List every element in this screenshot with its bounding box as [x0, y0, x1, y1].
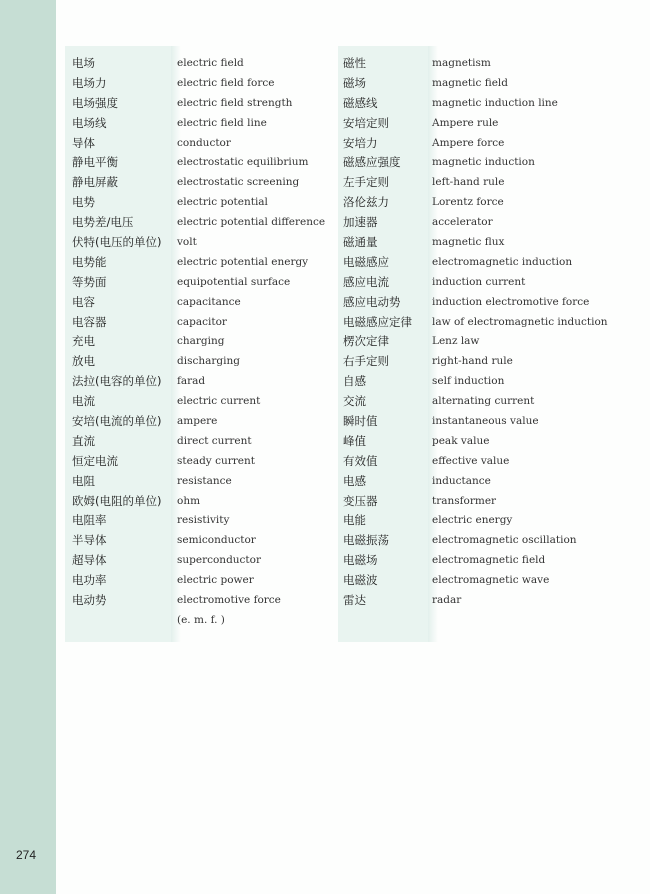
term-chinese: 充电 — [72, 334, 95, 349]
term-english: capacitor — [177, 315, 227, 328]
term-chinese: 电磁感应定律 — [343, 314, 412, 329]
term-english: radar — [432, 594, 462, 607]
term-english: Ampere force — [432, 136, 505, 149]
term-chinese: 磁通量 — [343, 235, 378, 250]
term-chinese: 电场强度 — [72, 95, 118, 110]
term-english: electromagnetic oscillation — [432, 534, 577, 547]
term-chinese: 等势面 — [72, 274, 107, 289]
term-chinese: 电功率 — [72, 573, 107, 588]
term-chinese: 电磁波 — [343, 573, 378, 588]
term-english: conductor — [177, 136, 231, 149]
term-english: effective value — [432, 454, 510, 467]
term-chinese: 磁性 — [343, 56, 366, 70]
term-chinese: 电容器 — [72, 314, 107, 329]
term-english: instantaneous value — [432, 415, 539, 428]
term-english: discharging — [177, 355, 240, 368]
term-chinese: 电磁场 — [343, 553, 378, 568]
term-english: steady current — [177, 454, 255, 467]
term-chinese: 电势差/电压 — [72, 215, 134, 230]
term-english: electric field line — [177, 116, 267, 129]
term-english: alternating current — [432, 395, 535, 408]
term-chinese: 电场线 — [72, 115, 107, 130]
term-english: electric field — [177, 57, 244, 69]
term-chinese: 电势能 — [72, 254, 107, 269]
term-chinese: 瞬时值 — [343, 414, 378, 429]
term-chinese: 左手定则 — [343, 175, 389, 190]
term-chinese: 变压器 — [343, 493, 378, 508]
term-chinese: 静电屏蔽 — [72, 175, 118, 190]
term-english: electric potential difference — [177, 216, 326, 229]
term-chinese: 电能 — [343, 513, 366, 528]
term-chinese: 感应电动势 — [343, 294, 401, 309]
term-english: farad — [177, 375, 206, 388]
term-english: electromagnetic field — [432, 554, 546, 567]
term-chinese: 感应电流 — [343, 274, 389, 289]
term-chinese: 楞次定律 — [343, 334, 389, 349]
term-chinese: 超导体 — [72, 553, 107, 568]
term-chinese: 磁感应强度 — [343, 155, 401, 170]
term-english: peak value — [432, 434, 490, 447]
term-english: electromagnetic wave — [432, 574, 550, 587]
term-english: Lenz law — [432, 335, 480, 348]
term-english: electric power — [177, 574, 254, 587]
term-chinese: 右手定则 — [343, 354, 389, 369]
term-english: accelerator — [432, 216, 493, 229]
term-chinese: 安培(电流的单位) — [72, 414, 162, 429]
term-chinese: 磁感线 — [343, 95, 378, 110]
term-english: direct current — [177, 434, 252, 447]
term-chinese: 雷达 — [343, 593, 366, 608]
term-english: transformer — [432, 494, 497, 507]
term-english: resistance — [177, 474, 232, 487]
term-chinese: 有效值 — [343, 453, 378, 468]
term-english: resistivity — [177, 514, 230, 527]
term-english: Ampere rule — [432, 116, 499, 129]
term-chinese: 安培定则 — [343, 115, 389, 130]
term-chinese: 恒定电流 — [72, 453, 118, 468]
term-english: ohm — [177, 494, 201, 507]
term-chinese: 电磁感应 — [343, 254, 389, 269]
left-chinese-terms — [72, 54, 161, 631]
term-english: electric current — [177, 395, 261, 408]
right-english-terms — [432, 54, 608, 611]
term-chinese: 电阻率 — [72, 513, 107, 528]
term-english: induction current — [432, 275, 526, 288]
term-chinese: 电感 — [343, 473, 366, 488]
term-chinese: 电流 — [72, 394, 95, 409]
left-english-terms — [177, 54, 325, 631]
term-chinese: 电磁振荡 — [343, 533, 389, 548]
term-english: induction electromotive force — [432, 295, 590, 308]
term-chinese: 导体 — [72, 135, 95, 150]
term-english: electromagnetic induction — [432, 255, 573, 268]
term-chinese: 静电平衡 — [72, 155, 118, 170]
term-english: (e. m. f. ) — [177, 613, 225, 626]
term-english: magnetic induction — [432, 156, 535, 169]
term-english: right-hand rule — [432, 355, 513, 368]
term-english: magnetism — [432, 57, 491, 69]
term-chinese: 法拉(电容的单位) — [72, 374, 162, 389]
term-english: Lorentz force — [432, 196, 504, 209]
term-english: magnetic flux — [432, 236, 505, 249]
term-chinese: 自感 — [343, 374, 366, 389]
term-chinese: 放电 — [72, 354, 95, 369]
term-chinese: 交流 — [343, 394, 366, 409]
term-english: magnetic field — [432, 76, 509, 89]
term-chinese: 电动势 — [72, 593, 107, 608]
term-english: electrostatic screening — [177, 176, 300, 189]
term-english: electrostatic equilibrium — [177, 156, 309, 169]
term-chinese: 直流 — [72, 433, 95, 448]
term-english: electric potential — [177, 196, 268, 209]
term-english: capacitance — [177, 295, 241, 308]
term-chinese: 峰值 — [343, 433, 366, 448]
term-english: equipotential surface — [177, 275, 291, 288]
term-english: electric field force — [177, 76, 275, 89]
term-chinese: 半导体 — [72, 533, 107, 548]
page-edge-strip — [0, 0, 56, 894]
term-english: magnetic induction line — [432, 96, 558, 109]
term-english: superconductor — [177, 554, 261, 567]
term-english: charging — [177, 335, 225, 348]
term-chinese: 欧姆(电阻的单位) — [72, 493, 162, 508]
term-english: self induction — [432, 375, 505, 388]
term-chinese: 电阻 — [72, 473, 95, 488]
right-chinese-terms — [343, 54, 412, 611]
term-chinese: 电势 — [72, 195, 95, 210]
term-chinese: 磁场 — [343, 75, 366, 90]
term-chinese — [72, 611, 161, 631]
term-english: electric field strength — [177, 96, 293, 109]
term-english: electromotive force — [177, 594, 281, 607]
term-chinese: 伏特(电压的单位) — [72, 235, 162, 250]
term-english: law of electromagnetic induction — [432, 315, 608, 328]
term-chinese: 洛伦兹力 — [343, 195, 389, 210]
term-english: semiconductor — [177, 534, 256, 547]
term-chinese: 加速器 — [343, 215, 378, 230]
term-english: left-hand rule — [432, 176, 505, 189]
term-english: electric energy — [432, 514, 513, 527]
term-chinese: 电场力 — [72, 75, 107, 90]
term-english: volt — [177, 236, 197, 249]
term-chinese: 安培力 — [343, 135, 378, 150]
term-chinese: 电场 — [72, 56, 95, 70]
term-chinese: 电容 — [72, 294, 95, 309]
term-english: inductance — [432, 474, 491, 487]
term-english: ampere — [177, 415, 218, 428]
term-english: electric potential energy — [177, 255, 309, 268]
page-number: 274 — [16, 848, 37, 862]
